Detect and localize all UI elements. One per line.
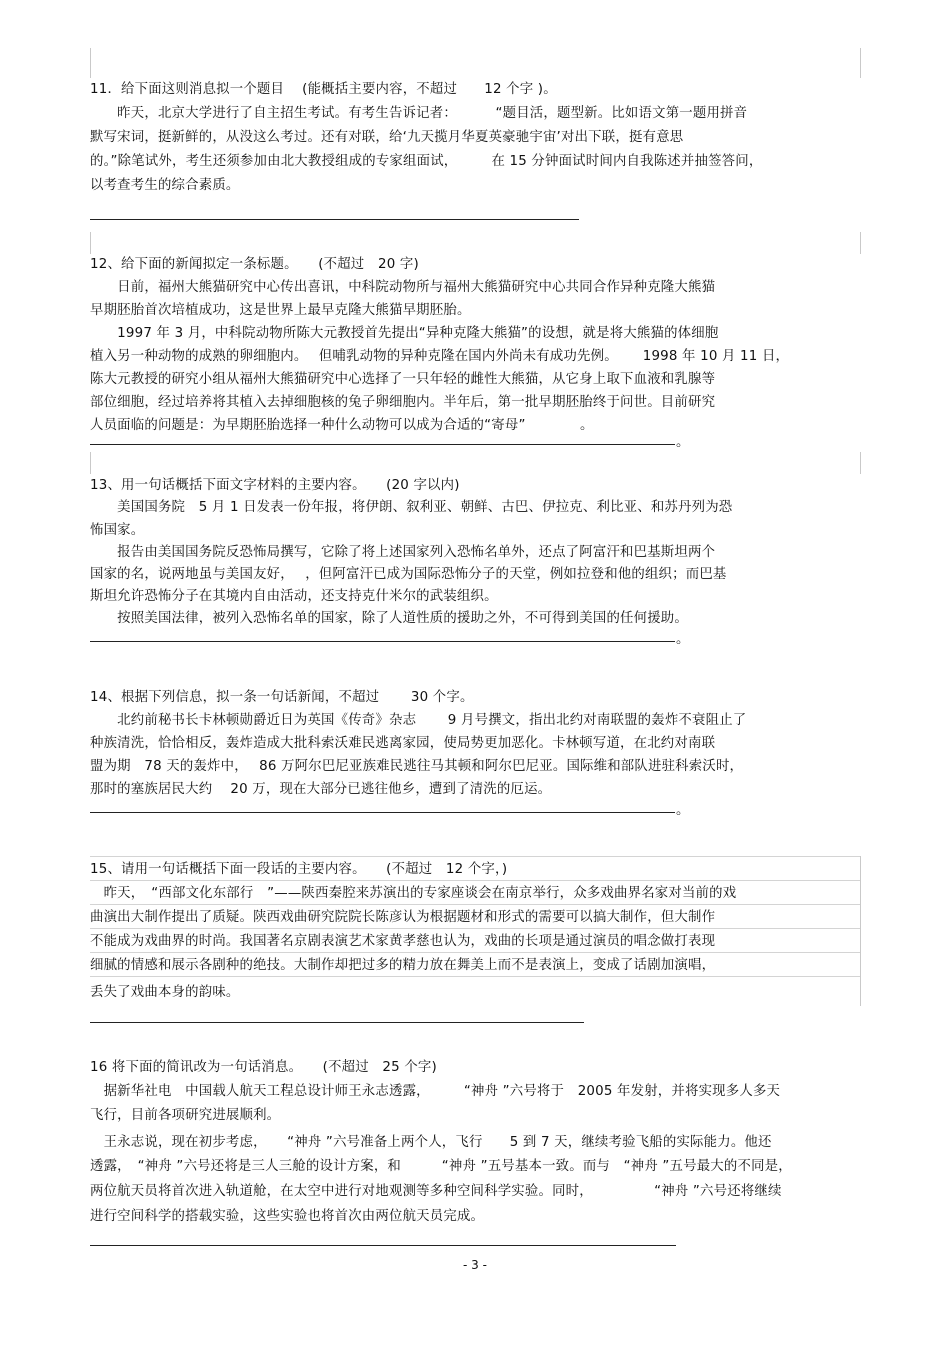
answer-line[interactable] xyxy=(90,812,675,813)
question-body-line: 细腻的情感和展示各剧种的绝技。大制作却把过多的精力放在舞美上而不是表演上，变成了话剧加演唱， xyxy=(90,958,716,973)
answer-line[interactable] xyxy=(90,219,579,220)
question-body-line: 怖国家。 xyxy=(90,523,145,538)
scan-edge-left-top xyxy=(90,48,91,78)
question-body-line: 据新华社电 中国载人航天工程总设计师王永志透露， “神舟 ”六号将于 2005 年发射，并将实现多人多天 xyxy=(90,1084,781,1099)
answer-line[interactable] xyxy=(90,444,675,445)
answer-line[interactable] xyxy=(90,641,675,642)
scan-edge-left-q12 xyxy=(90,232,91,254)
question-body-line: 报告由美国国务院反恐怖局撰写，它除了将上述国家列入恐怖名单外，还点了阿富汗和巴基斯坦两个 xyxy=(90,545,716,560)
question-body-line: 曲演出大制作提出了质疑。陕西戏曲研究院院长陈彦认为根据题材和形式的需要可以搞大制作，但大制作 xyxy=(90,910,716,925)
question-body-line: 昨天， “西部文化东部行 ”——陕西秦腔来苏演出的专家座谈会在南京举行，众多戏曲界名家对当前的戏 xyxy=(90,886,737,901)
question-body-line: 两位航天员将首次进入轨道舱，在太空中进行对地观测等多种空间科学实验。同时， “神舟 ”六号还将继续 xyxy=(90,1184,782,1199)
scan-edge-right-top xyxy=(860,48,861,78)
answer-line[interactable] xyxy=(90,1022,584,1023)
question-body-line: 王永志说，现在初步考虑， “神舟 ”六号准备上两个人，飞行 5 到 7 天，继续考验飞船的实际能力。他还 xyxy=(90,1135,772,1150)
question-body-line: 盟为期 78 天的轰炸中， 86 万阿尔巴尼亚族难民逃往马其顿和阿尔巴尼亚。国际维和部队进驻科索沃时， xyxy=(90,759,744,774)
question-prompt: 11．给下面这则消息拟一个题目 (能概括主要内容，不超过 12 个字 )。 xyxy=(90,82,557,97)
question-body-line: 国家的名，说两地虽与美国友好， ，但阿富汗已成为国际恐怖分子的天堂，例如拉登和他的组织；而巴基 xyxy=(90,567,727,582)
scan-edge-right-q13 xyxy=(860,452,861,474)
answer-line[interactable] xyxy=(90,1245,676,1246)
question-body-line: 陈大元教授的研究小组从福州大熊猫研究中心选择了一只年轻的雌性大熊猫，从它身上取下血液和乳腺等 xyxy=(90,372,716,387)
question-body-line: 不能成为戏曲界的时尚。我国著名京剧表演艺术家黄孝慈也认为，戏曲的长项是通过演员的唱念做打表现 xyxy=(90,934,716,949)
question-body-line: 北约前秘书长卡林顿勋爵近日为英国《传奇》杂志 9 月号撰文，指出北约对南联盟的轰炸不衰阻止了 xyxy=(90,713,747,728)
answer-end-mark: 。 xyxy=(676,632,690,647)
scan-edge-q15-top xyxy=(90,856,860,857)
question-body-line: 默写宋词，挺新鲜的，从没这么考过。还有对联，给‘九天揽月华夏英豪驰宇宙’对出下联，挺有意思 xyxy=(90,130,684,145)
question-prompt: 16 将下面的简讯改为一句话消息。 (不超过 25 个字) xyxy=(90,1060,437,1075)
scan-edge-right-q12 xyxy=(860,232,861,254)
question-body-line: 植入另一种动物的成熟的卵细胞内。 但哺乳动物的异种克隆在国内外尚未有成功先例。 1998 年 10 月 11 日， xyxy=(90,349,790,364)
question-body-line: 部位细胞，经过培养将其植入去掉细胞核的兔子卵细胞内。半年后，第一批早期胚胎终于问世。目前研究 xyxy=(90,395,716,410)
question-body-line: 美国国务院 5 月 1 日发表一份年报，将伊朗、叙利亚、朝鲜、古巴、伊拉克、利比亚、和苏丹列为恐 xyxy=(90,500,733,515)
question-body-line: 日前，福州大熊猫研究中心传出喜讯，中科院动物所与福州大熊猫研究中心共同合作异种克隆大熊猫 xyxy=(90,280,716,295)
question-body-line: 按照美国法律，被列入恐怖名单的国家，除了人道性质的援助之外，不可得到美国的任何援助。 xyxy=(90,611,688,626)
question-prompt: 13、用一句话概括下面文字材料的主要内容。 (20 字以内) xyxy=(90,478,460,493)
scan-edge-left-q13 xyxy=(90,452,91,474)
question-body-line: 人员面临的问题是：为早期胚胎选择一种什么动物可以成为合适的“寄母” 。 xyxy=(90,418,594,433)
page-number: - 3 - xyxy=(463,1258,487,1272)
scan-edge-right-q15 xyxy=(860,856,861,1006)
question-prompt: 12、给下面的新闻拟定一条标题。 (不超过 20 字) xyxy=(90,257,419,272)
question-body-line: 那时的塞族居民大约 20 万，现在大部分已逃往他乡，遭到了清洗的厄运。 xyxy=(90,782,552,797)
question-body-line: 进行空间科学的搭载实验，这些实验也将首次由两位航天员完成。 xyxy=(90,1209,485,1224)
question-body-line: 丢失了戏曲本身的韵味。 xyxy=(90,985,240,1000)
question-body-line: 斯坦允许恐怖分子在其境内自由活动，还支持克什米尔的武装组织。 xyxy=(90,589,498,604)
question-body-line: 1997 年 3 月，中科院动物所陈大元教授首先提出“异种克隆大熊猫”的设想，就是将大熊猫的体细胞 xyxy=(90,326,719,341)
question-body-line: 以考查考生的综合素质。 xyxy=(90,178,240,193)
question-prompt: 14、根据下列信息，拟一条一句话新闻，不超过 30 个字。 xyxy=(90,690,474,705)
question-prompt: 15、请用一句话概括下面一段话的主要内容。 (不超过 12 个字，) xyxy=(90,862,508,877)
question-body-line: 昨天，北京大学进行了自主招生考试。有考生告诉记者： “题目活，题型新。比如语文第一题用拼音 xyxy=(90,106,748,121)
question-body-line: 早期胚胎首次培植成功，这是世界上最早克隆大熊猫早期胚胎。 xyxy=(90,303,471,318)
question-body-line: 飞行，目前各项研究进展顺利。 xyxy=(90,1108,281,1123)
answer-end-mark: 。 xyxy=(676,435,690,450)
answer-end-mark: 。 xyxy=(676,803,690,818)
question-body-line: 透露， “神舟 ”六号还将是三人三舱的设计方案，和 “神舟 ”五号基本一致。而与 “神舟 ”五号最大的不同是， xyxy=(90,1159,792,1174)
question-body-line: 种族清洗，恰恰相反，轰炸造成大批科索沃难民逃离家园，使局势更加恶化。卡林顿写道，在北约对南联 xyxy=(90,736,716,751)
question-body-line: 的。”除笔试外，考生还须参加由北大教授组成的专家组面试， 在 15 分钟面试时间内自我陈述并抽签答问， xyxy=(90,154,763,169)
